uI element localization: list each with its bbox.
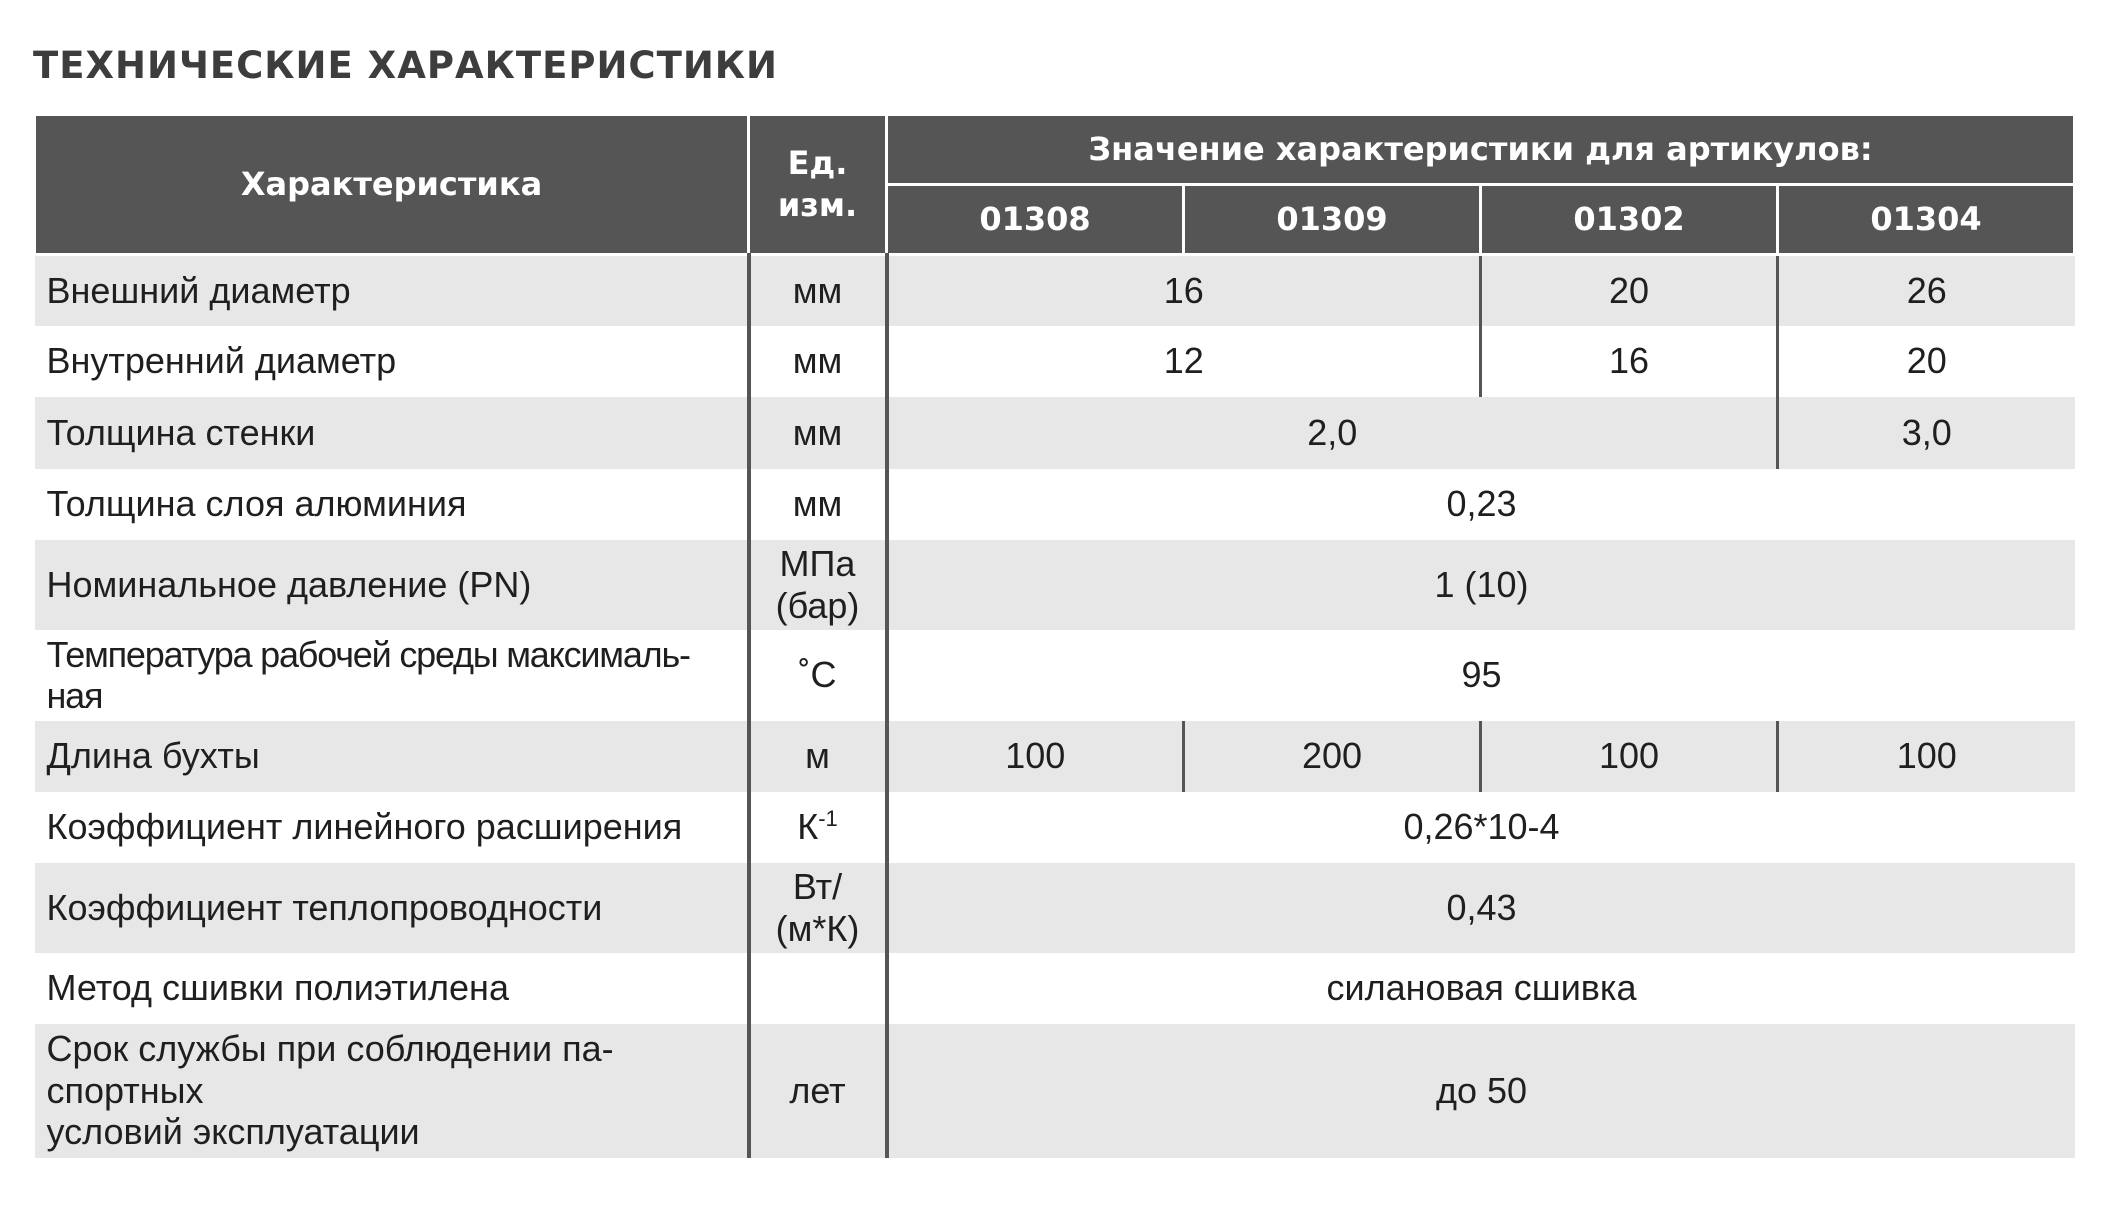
table-row — [35, 721, 2075, 792]
spec-table — [33, 113, 2076, 1158]
table-row — [35, 255, 2075, 326]
row-unit — [749, 863, 887, 953]
header-article-2: 01309 — [1184, 185, 1481, 255]
row-unit — [749, 953, 887, 1024]
row-name — [35, 630, 749, 721]
row-value: 16 — [1481, 326, 1778, 397]
row-name: Номинальное давление (PN) — [35, 540, 749, 630]
header-article-3: 01302 — [1481, 185, 1778, 255]
row-unit: мм — [749, 397, 887, 469]
header-characteristic: Характеристика — [35, 115, 749, 255]
row-value: 1 (10) — [887, 540, 2075, 630]
row-name — [35, 1024, 749, 1158]
row-value: 12 — [887, 326, 1481, 397]
row-name: Коэффициент теплопроводности — [35, 863, 749, 953]
header-values-caption: Значение характеристики для артикулов: — [887, 115, 2075, 185]
row-unit-line2: (бар) — [775, 584, 860, 626]
row-unit: мм — [749, 326, 887, 397]
row-value: 0,23 — [887, 469, 2075, 540]
row-unit — [749, 540, 887, 630]
header-unit-line2: изм. — [777, 185, 858, 224]
row-value: 26 — [1778, 255, 2075, 326]
row-unit-base: К — [797, 806, 819, 848]
row-value: силановая сшивка — [887, 953, 2075, 1024]
row-value: до 50 — [887, 1024, 2075, 1158]
table-row — [35, 326, 2075, 397]
row-value: 3,0 — [1778, 397, 2075, 469]
row-value: 0,43 — [887, 863, 2075, 953]
row-unit: мм — [749, 255, 887, 326]
row-value: 0,26*10-4 — [887, 792, 2075, 863]
row-value: 16 — [887, 255, 1481, 326]
page-title: ТЕХНИЧЕСКИЕ ХАРАКТЕРИСТИКИ — [33, 44, 778, 87]
row-name: Толщина стенки — [35, 397, 749, 469]
table-row — [35, 469, 2075, 540]
row-value: 100 — [1778, 721, 2075, 792]
row-value: 20 — [1778, 326, 2075, 397]
header-article-4: 01304 — [1778, 185, 2075, 255]
header-article-1: 01308 — [887, 185, 1184, 255]
table-row — [35, 1024, 2075, 1158]
table-row — [35, 953, 2075, 1024]
row-name-line1: Температура рабочей среды максималь- — [46, 633, 690, 675]
row-unit: лет — [749, 1024, 887, 1158]
row-unit: ˚C — [749, 630, 887, 721]
table-row — [35, 397, 2075, 469]
table-row — [35, 630, 2075, 721]
row-name: Внутренний диаметр — [35, 326, 749, 397]
header-unit-line1: Ед. — [787, 143, 848, 182]
header-unit — [749, 115, 887, 255]
row-value: 100 — [887, 721, 1184, 792]
row-unit-line1: МПа — [779, 543, 856, 585]
row-value: 20 — [1481, 255, 1778, 326]
table-row — [35, 792, 2075, 863]
row-unit-line2: (м*К) — [775, 907, 860, 949]
row-unit: м — [749, 721, 887, 792]
row-name: Коэффициент линейного расширения — [35, 792, 749, 863]
table-row — [35, 863, 2075, 953]
row-name-line3: условий эксплуатации — [46, 1111, 420, 1153]
row-name-line1: Срок службы при соблюдении па- — [46, 1028, 614, 1070]
row-value: 200 — [1184, 721, 1481, 792]
row-name: Внешний диаметр — [35, 255, 749, 326]
row-name-line2: ная — [46, 675, 103, 716]
row-name: Длина бухты — [35, 721, 749, 792]
row-name: Метод сшивки полиэтилена — [35, 953, 749, 1024]
row-unit-superscript: -1 — [818, 806, 838, 832]
row-unit — [749, 792, 887, 863]
row-value: 95 — [887, 630, 2075, 721]
table-row — [35, 540, 2075, 630]
row-value: 100 — [1481, 721, 1778, 792]
row-unit: мм — [749, 469, 887, 540]
row-name: Толщина слоя алюминия — [35, 469, 749, 540]
row-value: 2,0 — [887, 397, 1778, 469]
row-unit-line1: Вт/ — [792, 866, 843, 908]
row-name-line2: спортных — [46, 1069, 204, 1111]
